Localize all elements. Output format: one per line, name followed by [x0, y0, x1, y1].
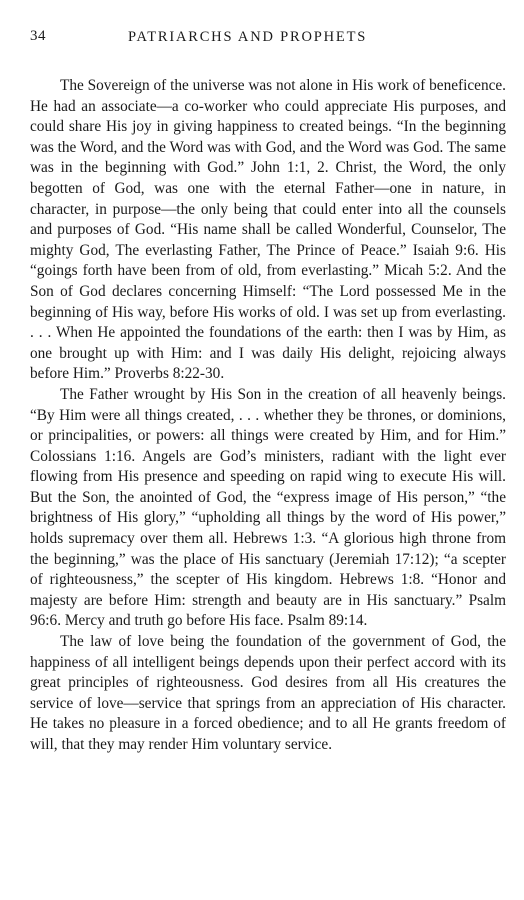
running-head — [30, 28, 506, 52]
page-number: 34 — [30, 28, 46, 44]
book-title: PATRIARCHS AND PROPHETS — [128, 29, 368, 45]
paragraph: The Sovereign of the universe was not alone in His work of beneficence. He had an associate—a co-worker who could appreciate His purposes, and could share His joy in giving happiness to created beings. “In the beginning was the Word, and the Word was with God, and the Word was God. The same was in the beginning with God.” John 1:1, 2. Christ, the Word, the only begotten of God, was one with the eternal Father—one in nature, in character, in purpose—the only being that could enter into all the counsels and purposes of God. “His name shall be called Wonderful, Counselor, The mighty God, The everlasting Father, The Prince of Peace.” Isaiah 9:6. His “goings forth have been from of old, from everlasting.” Micah 5:2. And the Son of God declares concerning Himself: “The Lord possessed Me in the beginning of His way, before His works of old. I was set up from everlasting. . . . When He appointed the foundations of the earth: then I was by Him, as one brought up with Him: and I was daily His delight, rejoicing always before Him.” Proverbs 8:22-30. — [30, 77, 506, 383]
body-text — [30, 76, 506, 756]
paragraph: The law of love being the foundation of the government of God, the happiness of all intelligent beings depends upon their perfect accord with its great principles of righteousness. God desires from all His creatures the service of love—service that springs from an appreciation of His character. He takes no pleasure in a forced obedience; and to all He grants freedom of will, that they may render Him voluntary service. — [30, 633, 506, 753]
paragraph: The Father wrought by His Son in the creation of all heavenly beings. “By Him were all things created, . . . whether they be thrones, or dominions, or principalities, or powers: all things were created by Him, and for Him.” Colossians 1:16. Angels are God’s ministers, radiant with the light ever flowing from His presence and speeding on rapid wing to execute His will. But the Son, the anointed of God, the “express image of His person,” “the brightness of His glory,” “upholding all things by the word of His power,” holds supremacy over them all. Hebrews 1:3. “A glorious high throne from the beginning,” was the place of His sanctuary (Jeremiah 17:12); “a scepter of righteousness,” the scepter of His kingdom. Hebrews 1:8. “Honor and majesty are before Him: strength and beauty are in His sanctuary.” Psalm 96:6. Mercy and truth go before His face. Psalm 89:14. — [30, 385, 506, 630]
